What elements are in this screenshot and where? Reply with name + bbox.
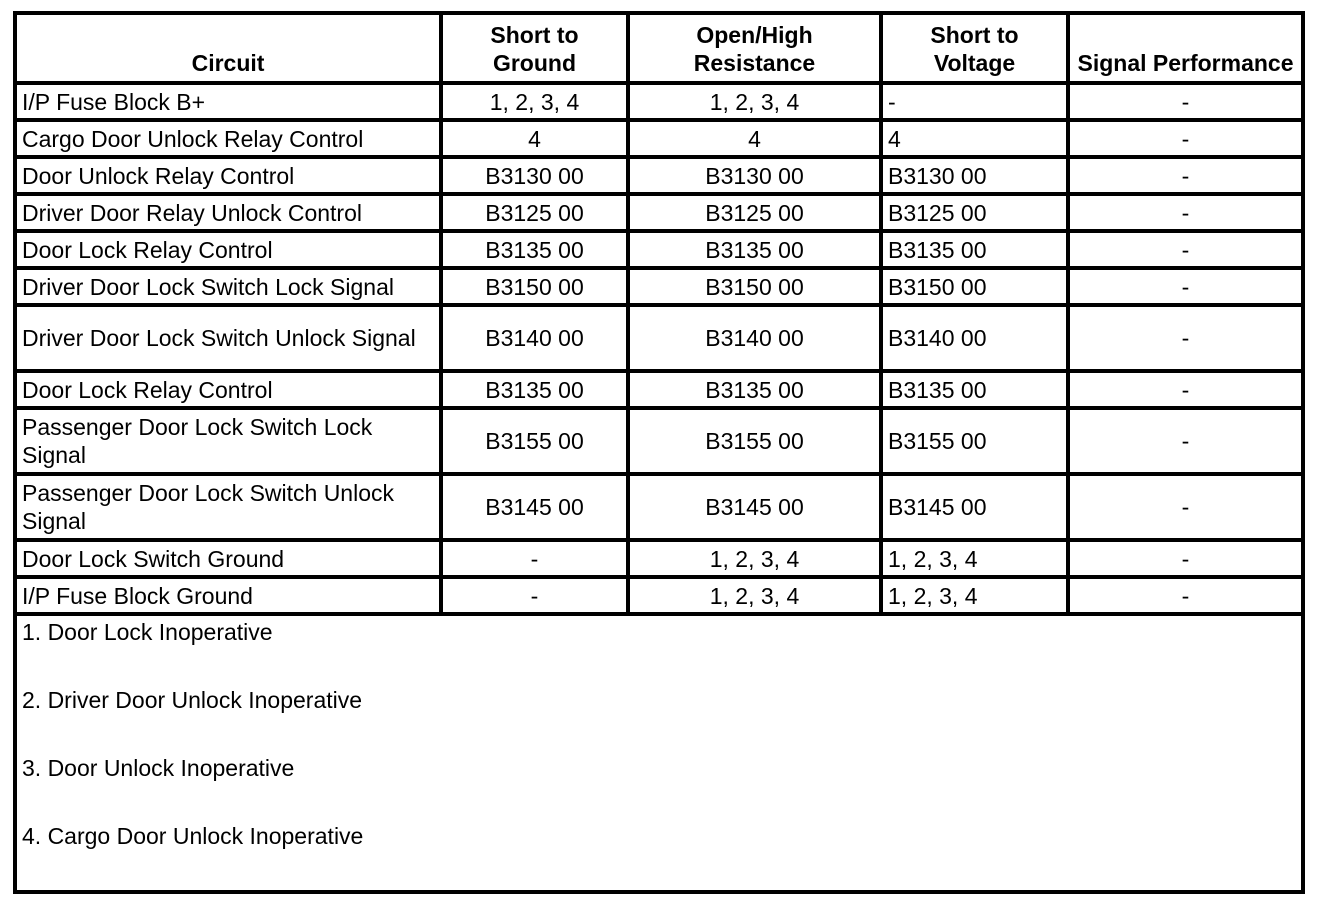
cell-short-to-ground: B3135 00 bbox=[441, 231, 628, 268]
cell-signal-performance: - bbox=[1068, 577, 1303, 614]
cell-short-to-voltage: B3130 00 bbox=[881, 157, 1068, 194]
cell-short-to-voltage: 1, 2, 3, 4 bbox=[881, 540, 1068, 577]
cell-open-high-resistance: B3135 00 bbox=[628, 231, 881, 268]
cell-circuit: Driver Door Lock Switch Lock Signal bbox=[15, 268, 441, 305]
cell-open-high-resistance: 1, 2, 3, 4 bbox=[628, 577, 881, 614]
cell-short-to-ground: - bbox=[441, 577, 628, 614]
cell-circuit: Passenger Door Lock Switch Lock Signal bbox=[15, 408, 441, 474]
table-header-row bbox=[15, 13, 1303, 83]
cell-open-high-resistance: B3150 00 bbox=[628, 268, 881, 305]
cell-circuit: Driver Door Lock Switch Unlock Signal bbox=[15, 305, 441, 371]
table-row bbox=[15, 157, 1303, 194]
cell-circuit: Driver Door Relay Unlock Control bbox=[15, 194, 441, 231]
circuit-fault-table bbox=[13, 11, 1305, 894]
cell-circuit: I/P Fuse Block Ground bbox=[15, 577, 441, 614]
table-row bbox=[15, 474, 1303, 540]
cell-open-high-resistance: B3130 00 bbox=[628, 157, 881, 194]
cell-short-to-ground: B3125 00 bbox=[441, 194, 628, 231]
header-short-to-ground: Short to Ground bbox=[441, 13, 628, 83]
cell-short-to-voltage: 4 bbox=[881, 120, 1068, 157]
note-item: 3. Door Unlock Inoperative bbox=[22, 755, 295, 781]
cell-short-to-voltage: B3135 00 bbox=[881, 231, 1068, 268]
cell-open-high-resistance: B3155 00 bbox=[628, 408, 881, 474]
notes-row bbox=[15, 614, 1303, 892]
header-signal-performance: Signal Performance bbox=[1068, 13, 1303, 83]
header-circuit: Circuit bbox=[15, 13, 441, 83]
cell-open-high-resistance: B3135 00 bbox=[628, 371, 881, 408]
cell-short-to-ground: B3140 00 bbox=[441, 305, 628, 371]
cell-short-to-voltage: B3140 00 bbox=[881, 305, 1068, 371]
cell-circuit: Cargo Door Unlock Relay Control bbox=[15, 120, 441, 157]
cell-circuit: Door Unlock Relay Control bbox=[15, 157, 441, 194]
cell-signal-performance: - bbox=[1068, 194, 1303, 231]
cell-signal-performance: - bbox=[1068, 83, 1303, 120]
note-item: 1. Door Lock Inoperative bbox=[22, 619, 273, 645]
table-row bbox=[15, 194, 1303, 231]
cell-short-to-voltage: 1, 2, 3, 4 bbox=[881, 577, 1068, 614]
table-row bbox=[15, 371, 1303, 408]
cell-short-to-voltage: B3150 00 bbox=[881, 268, 1068, 305]
cell-open-high-resistance: B3140 00 bbox=[628, 305, 881, 371]
cell-short-to-ground: B3150 00 bbox=[441, 268, 628, 305]
note-item: 4. Cargo Door Unlock Inoperative bbox=[22, 823, 364, 849]
cell-short-to-voltage: B3155 00 bbox=[881, 408, 1068, 474]
table-row bbox=[15, 231, 1303, 268]
cell-short-to-voltage: - bbox=[881, 83, 1068, 120]
cell-signal-performance: - bbox=[1068, 408, 1303, 474]
table-row bbox=[15, 540, 1303, 577]
cell-short-to-voltage: B3145 00 bbox=[881, 474, 1068, 540]
table-row bbox=[15, 268, 1303, 305]
cell-short-to-ground: - bbox=[441, 540, 628, 577]
table-row bbox=[15, 408, 1303, 474]
table-row bbox=[15, 83, 1303, 120]
cell-circuit: Passenger Door Lock Switch Unlock Signal bbox=[15, 474, 441, 540]
cell-circuit: I/P Fuse Block B+ bbox=[15, 83, 441, 120]
cell-short-to-ground: 4 bbox=[441, 120, 628, 157]
cell-open-high-resistance: B3145 00 bbox=[628, 474, 881, 540]
cell-circuit: Door Lock Switch Ground bbox=[15, 540, 441, 577]
cell-short-to-ground: B3145 00 bbox=[441, 474, 628, 540]
cell-signal-performance: - bbox=[1068, 231, 1303, 268]
header-short-to-voltage: Short to Voltage bbox=[881, 13, 1068, 83]
cell-short-to-voltage: B3125 00 bbox=[881, 194, 1068, 231]
cell-open-high-resistance: 4 bbox=[628, 120, 881, 157]
cell-short-to-ground: B3130 00 bbox=[441, 157, 628, 194]
cell-open-high-resistance: 1, 2, 3, 4 bbox=[628, 540, 881, 577]
notes-cell bbox=[15, 614, 1303, 892]
table-row bbox=[15, 120, 1303, 157]
cell-open-high-resistance: 1, 2, 3, 4 bbox=[628, 83, 881, 120]
cell-signal-performance: - bbox=[1068, 474, 1303, 540]
cell-signal-performance: - bbox=[1068, 305, 1303, 371]
cell-circuit: Door Lock Relay Control bbox=[15, 371, 441, 408]
cell-signal-performance: - bbox=[1068, 157, 1303, 194]
cell-signal-performance: - bbox=[1068, 120, 1303, 157]
cell-circuit: Door Lock Relay Control bbox=[15, 231, 441, 268]
cell-short-to-voltage: B3135 00 bbox=[881, 371, 1068, 408]
cell-signal-performance: - bbox=[1068, 268, 1303, 305]
cell-short-to-ground: B3135 00 bbox=[441, 371, 628, 408]
cell-short-to-ground: B3155 00 bbox=[441, 408, 628, 474]
cell-signal-performance: - bbox=[1068, 371, 1303, 408]
cell-open-high-resistance: B3125 00 bbox=[628, 194, 881, 231]
header-open-high-resistance: Open/High Resistance bbox=[628, 13, 881, 83]
note-item: 2. Driver Door Unlock Inoperative bbox=[22, 687, 363, 713]
cell-signal-performance: - bbox=[1068, 540, 1303, 577]
table-row bbox=[15, 305, 1303, 371]
table-row bbox=[15, 577, 1303, 614]
cell-short-to-ground: 1, 2, 3, 4 bbox=[441, 83, 628, 120]
